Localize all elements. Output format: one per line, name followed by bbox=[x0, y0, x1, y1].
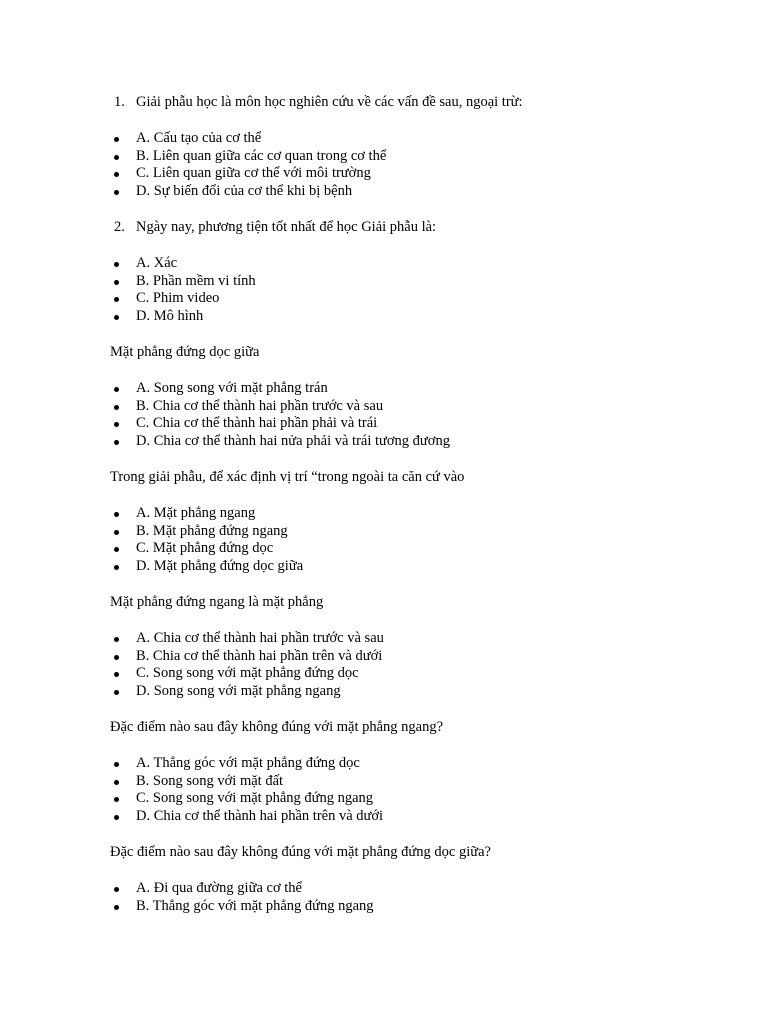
bullet-icon bbox=[114, 315, 119, 320]
option-item bbox=[110, 898, 710, 916]
option-text: C. Liên quan giữa cơ thể với môi trường bbox=[136, 165, 371, 182]
question-6 bbox=[110, 719, 710, 737]
option-item bbox=[110, 665, 710, 683]
option-item bbox=[110, 880, 710, 898]
option-list bbox=[110, 630, 710, 701]
option-list bbox=[110, 755, 710, 826]
option-text: B. Phần mềm vi tính bbox=[136, 272, 256, 289]
bullet-icon bbox=[114, 690, 119, 695]
option-text: B. Song song với mặt đất bbox=[136, 772, 284, 789]
bullet-icon bbox=[114, 280, 119, 285]
option-item bbox=[110, 148, 710, 166]
option-text: D. Chia cơ thể thành hai phần trên và dưới bbox=[136, 808, 384, 825]
option-item bbox=[110, 505, 710, 523]
option-item bbox=[110, 290, 710, 308]
option-item bbox=[110, 398, 710, 416]
option-item bbox=[110, 433, 710, 451]
question-number: 1. bbox=[114, 94, 125, 110]
bullet-icon bbox=[114, 530, 119, 535]
option-item bbox=[110, 558, 710, 576]
quiz-content bbox=[110, 94, 710, 933]
question-1 bbox=[110, 94, 710, 112]
option-list bbox=[110, 255, 710, 326]
option-item bbox=[110, 683, 710, 701]
bullet-icon bbox=[114, 440, 119, 445]
option-text: B. Thẳng góc với mặt phẳng đứng ngang bbox=[136, 897, 374, 914]
question-7 bbox=[110, 844, 710, 862]
bullet-icon bbox=[114, 190, 119, 195]
question-3 bbox=[110, 344, 710, 362]
bullet-icon bbox=[114, 672, 119, 677]
bullet-icon bbox=[114, 780, 119, 785]
option-item bbox=[110, 255, 710, 273]
option-text: B. Mặt phẳng đứng ngang bbox=[136, 522, 288, 539]
bullet-icon bbox=[114, 172, 119, 177]
option-text: A. Mặt phẳng ngang bbox=[136, 504, 256, 521]
option-item bbox=[110, 630, 710, 648]
option-item bbox=[110, 130, 710, 148]
option-item bbox=[110, 648, 710, 666]
option-list bbox=[110, 505, 710, 576]
option-text: C. Song song với mặt phẳng đứng dọc bbox=[136, 665, 359, 682]
option-text: D. Mặt phẳng đứng dọc giữa bbox=[136, 558, 304, 575]
bullet-icon bbox=[114, 422, 119, 427]
bullet-icon bbox=[114, 797, 119, 802]
option-item bbox=[110, 380, 710, 398]
option-item bbox=[110, 165, 710, 183]
question-text: Mặt phẳng đứng dọc giữa bbox=[110, 343, 260, 360]
question-text: Giải phẫu học là môn học nghiên cứu về các vấn đề sau, ngoại trừ: bbox=[136, 94, 523, 110]
option-text: A. Thẳng góc với mặt phẳng đứng dọc bbox=[136, 754, 360, 771]
option-text: A. Chia cơ thể thành hai phần trước và sau bbox=[136, 629, 384, 646]
option-item bbox=[110, 523, 710, 541]
bullet-icon bbox=[114, 887, 119, 892]
option-item bbox=[110, 773, 710, 791]
option-list bbox=[110, 380, 710, 451]
option-text: B. Chia cơ thể thành hai phần trước và sau bbox=[136, 397, 384, 414]
option-item bbox=[110, 755, 710, 773]
option-text: D. Mô hình bbox=[136, 308, 204, 325]
option-text: C. Mặt phẳng đứng dọc bbox=[136, 540, 274, 557]
option-text: A. Xác bbox=[136, 254, 178, 271]
option-text: B. Chia cơ thể thành hai phần trên và dưới bbox=[136, 647, 383, 664]
option-item bbox=[110, 790, 710, 808]
bullet-icon bbox=[114, 815, 119, 820]
option-text: A. Đi qua đường giữa cơ thể bbox=[136, 879, 302, 896]
option-list bbox=[110, 880, 710, 916]
option-item bbox=[110, 183, 710, 201]
option-text: D. Chia cơ thể thành hai nửa phải và trái tương đương bbox=[136, 433, 450, 450]
bullet-icon bbox=[114, 655, 119, 660]
bullet-icon bbox=[114, 405, 119, 410]
bullet-icon bbox=[114, 762, 119, 767]
option-text: C. Phim video bbox=[136, 290, 220, 307]
option-item bbox=[110, 308, 710, 326]
bullet-icon bbox=[114, 155, 119, 160]
bullet-icon bbox=[114, 262, 119, 267]
option-item bbox=[110, 540, 710, 558]
question-text: Đặc điểm nào sau đây không đúng với mặt phẳng đứng dọc giữa? bbox=[110, 843, 491, 860]
bullet-icon bbox=[114, 905, 119, 910]
question-number: 2. bbox=[114, 218, 125, 235]
bullet-icon bbox=[114, 565, 119, 570]
question-2 bbox=[110, 219, 710, 237]
question-text: Trong giải phẫu, để xác định vị trí “trong ngoài ta căn cứ vào bbox=[110, 468, 465, 485]
question-text: Ngày nay, phương tiện tốt nhất để học Giải phẫu là: bbox=[136, 218, 437, 235]
question-text: Đặc điểm nào sau đây không đúng với mặt phẳng ngang? bbox=[110, 718, 444, 735]
bullet-icon bbox=[114, 137, 119, 142]
option-list bbox=[110, 130, 710, 201]
option-item bbox=[110, 415, 710, 433]
option-text: B. Liên quan giữa các cơ quan trong cơ thể bbox=[136, 147, 387, 164]
bullet-icon bbox=[114, 512, 119, 517]
question-5 bbox=[110, 594, 710, 612]
option-text: D. Sự biến đổi của cơ thể khi bị bệnh bbox=[136, 183, 353, 200]
bullet-icon bbox=[114, 387, 119, 392]
option-text: D. Song song với mặt phẳng ngang bbox=[136, 683, 341, 700]
question-4 bbox=[110, 469, 710, 487]
bullet-icon bbox=[114, 547, 119, 552]
option-item bbox=[110, 808, 710, 826]
option-text: C. Song song với mặt phẳng đứng ngang bbox=[136, 790, 374, 807]
option-text: C. Chia cơ thể thành hai phần phải và trái bbox=[136, 415, 378, 432]
question-text: Mặt phẳng đứng ngang là mặt phẳng bbox=[110, 593, 324, 610]
option-text: A. Cấu tạo của cơ thể bbox=[136, 129, 262, 146]
bullet-icon bbox=[114, 297, 119, 302]
bullet-icon bbox=[114, 637, 119, 642]
option-text: A. Song song với mặt phẳng trán bbox=[136, 379, 328, 396]
option-item bbox=[110, 273, 710, 291]
